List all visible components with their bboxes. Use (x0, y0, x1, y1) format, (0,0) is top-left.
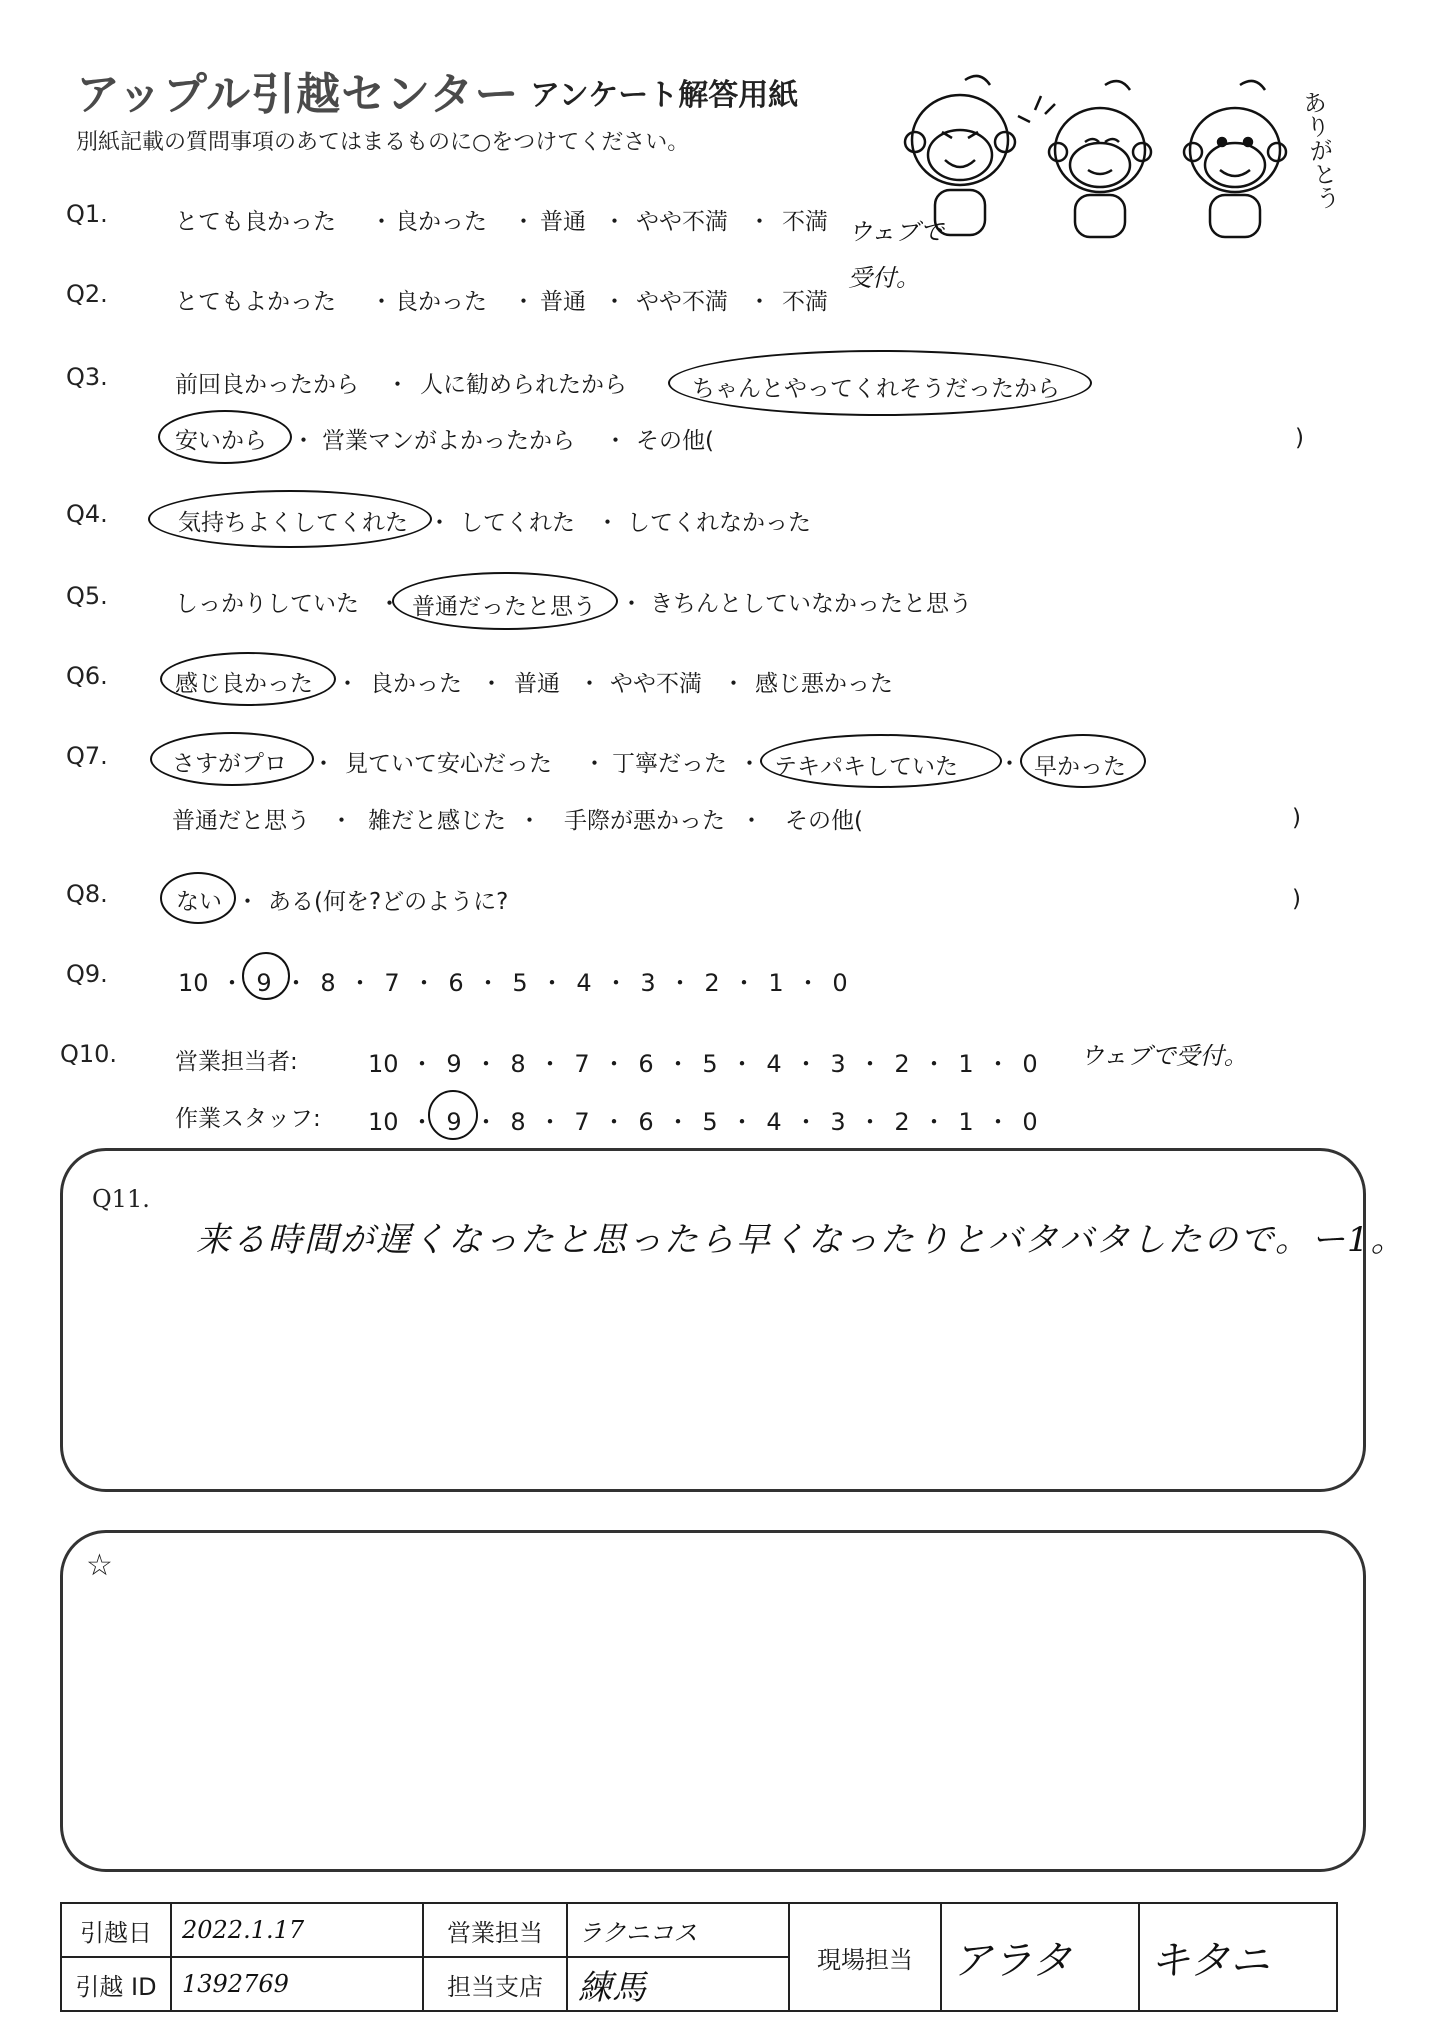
scale-option[interactable]: 0 (1022, 1050, 1038, 1078)
q1-option[interactable]: とても良かった (175, 209, 336, 235)
separator: ・ (370, 209, 393, 235)
site-value-2: キタニ (1139, 1903, 1337, 2011)
separator: ・ (858, 1050, 882, 1078)
separator: ・ (480, 671, 503, 697)
q5-option[interactable]: きちんとしていなかったと思う (650, 591, 972, 617)
scale-option[interactable]: 10 (178, 969, 209, 997)
q10-sales-scale (368, 1044, 1038, 1079)
selection-circle (392, 572, 618, 630)
separator: ・ (578, 671, 601, 697)
instruction-text: 別紙記載の質問事項のあてはまるものに○をつけてください。 (76, 130, 690, 155)
q2-option[interactable]: やや不満 (636, 289, 728, 315)
thanks-text: ありがとう (1296, 88, 1342, 212)
separator: ・ (603, 289, 626, 315)
separator: ・ (603, 209, 626, 235)
selection-circle (1020, 734, 1146, 788)
q11-answer: 来る時間が遅くなったと思ったら早くなったりとバタバタしたので。ー1。 (196, 1220, 1407, 1260)
company-title: アップル引越センター (76, 69, 520, 120)
separator: ・ (722, 671, 745, 697)
scale-option[interactable]: 1 (958, 1108, 974, 1136)
separator: ・ (236, 889, 259, 915)
q4-label: Q4. (66, 500, 108, 528)
q11-comment-box[interactable] (60, 1148, 1366, 1492)
separator: ・ (602, 1050, 626, 1078)
scale-option[interactable]: 7 (384, 969, 400, 997)
scale-option[interactable]: 10 (368, 1050, 399, 1078)
separator: ・ (292, 428, 315, 454)
branch-value: 練馬 (567, 1957, 789, 2011)
scale-option[interactable]: 6 (638, 1050, 654, 1078)
q6-option-selected[interactable]: 感じ良かった (175, 671, 313, 697)
selection-circle (160, 872, 236, 924)
scale-option[interactable]: 0 (1022, 1108, 1038, 1136)
q7-option-selected[interactable]: テキパキしていた (774, 754, 958, 780)
separator: ・ (428, 510, 451, 536)
separator: ・ (986, 1050, 1010, 1078)
separator: ・ (604, 969, 628, 997)
q6-label: Q6. (66, 662, 108, 690)
scale-option[interactable]: 9 (256, 969, 272, 997)
separator: ・ (794, 1108, 818, 1136)
close-paren: ) (1292, 805, 1301, 831)
scale-option[interactable]: 5 (702, 1108, 718, 1136)
site-label: 現場担当 (789, 1903, 941, 2011)
scale-option[interactable]: 8 (510, 1050, 526, 1078)
separator: ・ (738, 751, 761, 777)
scale-option[interactable]: 7 (574, 1050, 590, 1078)
separator: ・ (540, 969, 564, 997)
q7-option-selected[interactable]: 早かった (1034, 754, 1126, 780)
scale-option[interactable]: 6 (638, 1108, 654, 1136)
selection-circle (242, 952, 290, 1000)
q7-option-selected[interactable]: さすがプロ (172, 751, 287, 777)
q8-option-selected[interactable]: ない (176, 889, 222, 915)
separator: ・ (732, 969, 756, 997)
q1-option[interactable]: 普通 (540, 209, 586, 235)
separator: ・ (512, 289, 535, 315)
q11-label: Q11. (92, 1185, 150, 1213)
separator: ・ (666, 1108, 690, 1136)
move-id-value: 1392769 (171, 1957, 423, 2011)
separator: ・ (284, 969, 308, 997)
move-date-value: 2022.1.17 (171, 1903, 423, 1957)
separator: ・ (336, 671, 359, 697)
separator: ・ (998, 751, 1021, 777)
scale-option[interactable]: 0 (832, 969, 848, 997)
close-paren: ) (1295, 425, 1304, 451)
separator: ・ (538, 1050, 562, 1078)
q10-sales-label: 営業担当者: (175, 1049, 298, 1075)
scale-option[interactable]: 3 (830, 1050, 846, 1078)
scale-option[interactable]: 3 (830, 1108, 846, 1136)
q10-label: Q10. (60, 1040, 118, 1068)
separator: ・ (220, 969, 244, 997)
handwritten-note: ウェブで (848, 218, 944, 246)
separator: ・ (330, 808, 353, 834)
scale-option[interactable]: 8 (320, 969, 336, 997)
q8-option[interactable]: ある(何を?どのように? (268, 889, 509, 915)
q3-option[interactable]: 人に勧められたから (420, 372, 627, 398)
q3-option[interactable]: 前回良かったから (175, 372, 359, 398)
handwritten-note: ウェブで受付。 (1080, 1042, 1248, 1070)
separator: ・ (412, 969, 436, 997)
q1-option[interactable]: やや不満 (636, 209, 728, 235)
separator: ・ (518, 808, 541, 834)
q6-option[interactable]: 感じ悪かった (755, 671, 893, 697)
q4-option-selected[interactable]: 気持ちよくしてくれた (178, 510, 408, 536)
star-label: ☆ (86, 1548, 113, 1583)
q2-option[interactable]: 良かった (395, 289, 487, 315)
q3-option-selected[interactable]: ちゃんとやってくれそうだったから (692, 376, 1060, 402)
footer-table (60, 1902, 1338, 2012)
separator: ・ (668, 969, 692, 997)
separator: ・ (748, 209, 771, 235)
sales-value: ラクニコス (567, 1903, 789, 1957)
separator: ・ (986, 1108, 1010, 1136)
separator: ・ (922, 1108, 946, 1136)
q2-option[interactable]: 普通 (540, 289, 586, 315)
scale-option[interactable]: 1 (768, 969, 784, 997)
q3-label: Q3. (66, 363, 108, 391)
selection-circle (428, 1090, 478, 1140)
q4-option[interactable]: してくれた (460, 510, 575, 536)
scale-option[interactable]: 3 (640, 969, 656, 997)
q7-option[interactable]: 丁寧だった (612, 751, 727, 777)
scale-option[interactable]: 9 (446, 1050, 462, 1078)
separator: ・ (410, 1050, 434, 1078)
handwritten-note: 受付。 (848, 264, 920, 292)
scale-option[interactable]: 4 (576, 969, 592, 997)
separator: ・ (348, 969, 372, 997)
separator: ・ (620, 591, 643, 617)
q6-option[interactable]: 良かった (370, 671, 462, 697)
q10-staff-label: 作業スタッフ: (175, 1106, 321, 1132)
q7-option[interactable]: 手際が悪かった (564, 808, 725, 834)
q1-option[interactable]: 不満 (782, 209, 828, 235)
separator: ・ (740, 808, 763, 834)
separator: ・ (370, 289, 393, 315)
scale-option[interactable]: 2 (704, 969, 720, 997)
separator: ・ (583, 751, 606, 777)
separator: ・ (604, 428, 627, 454)
sales-label: 営業担当 (423, 1903, 567, 1957)
scale-option[interactable]: 9 (446, 1108, 462, 1136)
site-value-1: アラタ (941, 1903, 1139, 2011)
separator: ・ (922, 1050, 946, 1078)
q1-option[interactable]: 良かった (395, 209, 487, 235)
scale-option[interactable]: 8 (510, 1108, 526, 1136)
separator: ・ (474, 1050, 498, 1078)
separator: ・ (512, 209, 535, 235)
separator: ・ (378, 591, 401, 617)
separator: ・ (386, 372, 409, 398)
scale-option[interactable]: 1 (958, 1050, 974, 1078)
q6-option[interactable]: 普通 (514, 671, 560, 697)
selection-circle (148, 490, 432, 548)
selection-circle (760, 734, 1002, 788)
separator: ・ (312, 751, 335, 777)
q6-option[interactable]: やや不満 (610, 671, 702, 697)
separator: ・ (796, 969, 820, 997)
separator: ・ (596, 510, 619, 536)
selection-circle (668, 350, 1092, 416)
separator: ・ (666, 1050, 690, 1078)
q3-option[interactable]: その他( (636, 428, 714, 454)
scale-option[interactable]: 4 (766, 1050, 782, 1078)
branch-label: 担当支店 (423, 1957, 567, 2011)
free-comment-box[interactable] (60, 1530, 1366, 1872)
separator: ・ (410, 1108, 434, 1136)
separator: ・ (794, 1050, 818, 1078)
scale-option[interactable]: 7 (574, 1108, 590, 1136)
q9-label: Q9. (66, 960, 108, 988)
separator: ・ (476, 969, 500, 997)
scale-option[interactable]: 2 (894, 1108, 910, 1136)
scale-option[interactable]: 2 (894, 1050, 910, 1078)
q7-option[interactable]: 雑だと感じた (368, 808, 506, 834)
form-subtitle: アンケート解答用紙 (530, 78, 799, 113)
separator: ・ (538, 1108, 562, 1136)
scale-option[interactable]: 5 (702, 1050, 718, 1078)
q7-option[interactable]: 見ていて安心だった (345, 751, 552, 777)
q5-option[interactable]: しっかりしていた (175, 591, 359, 617)
q5-label: Q5. (66, 582, 108, 610)
selection-circle (158, 410, 292, 464)
q3-option[interactable]: 営業マンがよかったから (322, 428, 575, 454)
scale-option[interactable]: 10 (368, 1108, 399, 1136)
move-id-label: 引越 ID (61, 1957, 171, 2011)
q2-option[interactable]: 不満 (782, 289, 828, 315)
q2-label: Q2. (66, 280, 108, 308)
selection-circle (150, 732, 314, 786)
q5-option-selected[interactable]: 普通だったと思う (412, 594, 596, 620)
separator: ・ (730, 1050, 754, 1078)
close-paren: ) (1292, 886, 1301, 912)
q3-option-selected[interactable]: 安いから (175, 428, 267, 454)
q8-label: Q8. (66, 880, 108, 908)
q7-option[interactable]: その他( (785, 808, 863, 834)
q2-option[interactable]: とてもよかった (175, 289, 336, 315)
scale-option[interactable]: 4 (766, 1108, 782, 1136)
scale-option[interactable]: 5 (512, 969, 528, 997)
selection-circle (160, 652, 336, 706)
separator: ・ (730, 1108, 754, 1136)
mascot-illustration (900, 70, 1330, 250)
scale-option[interactable]: 6 (448, 969, 464, 997)
q7-label: Q7. (66, 742, 108, 770)
q1-label: Q1. (66, 200, 108, 228)
move-date-label: 引越日 (61, 1903, 171, 1957)
separator: ・ (858, 1108, 882, 1136)
q7-option[interactable]: 普通だと思う (172, 808, 310, 834)
separator: ・ (748, 289, 771, 315)
q4-option[interactable]: してくれなかった (627, 510, 811, 536)
separator: ・ (602, 1108, 626, 1136)
separator: ・ (474, 1108, 498, 1136)
